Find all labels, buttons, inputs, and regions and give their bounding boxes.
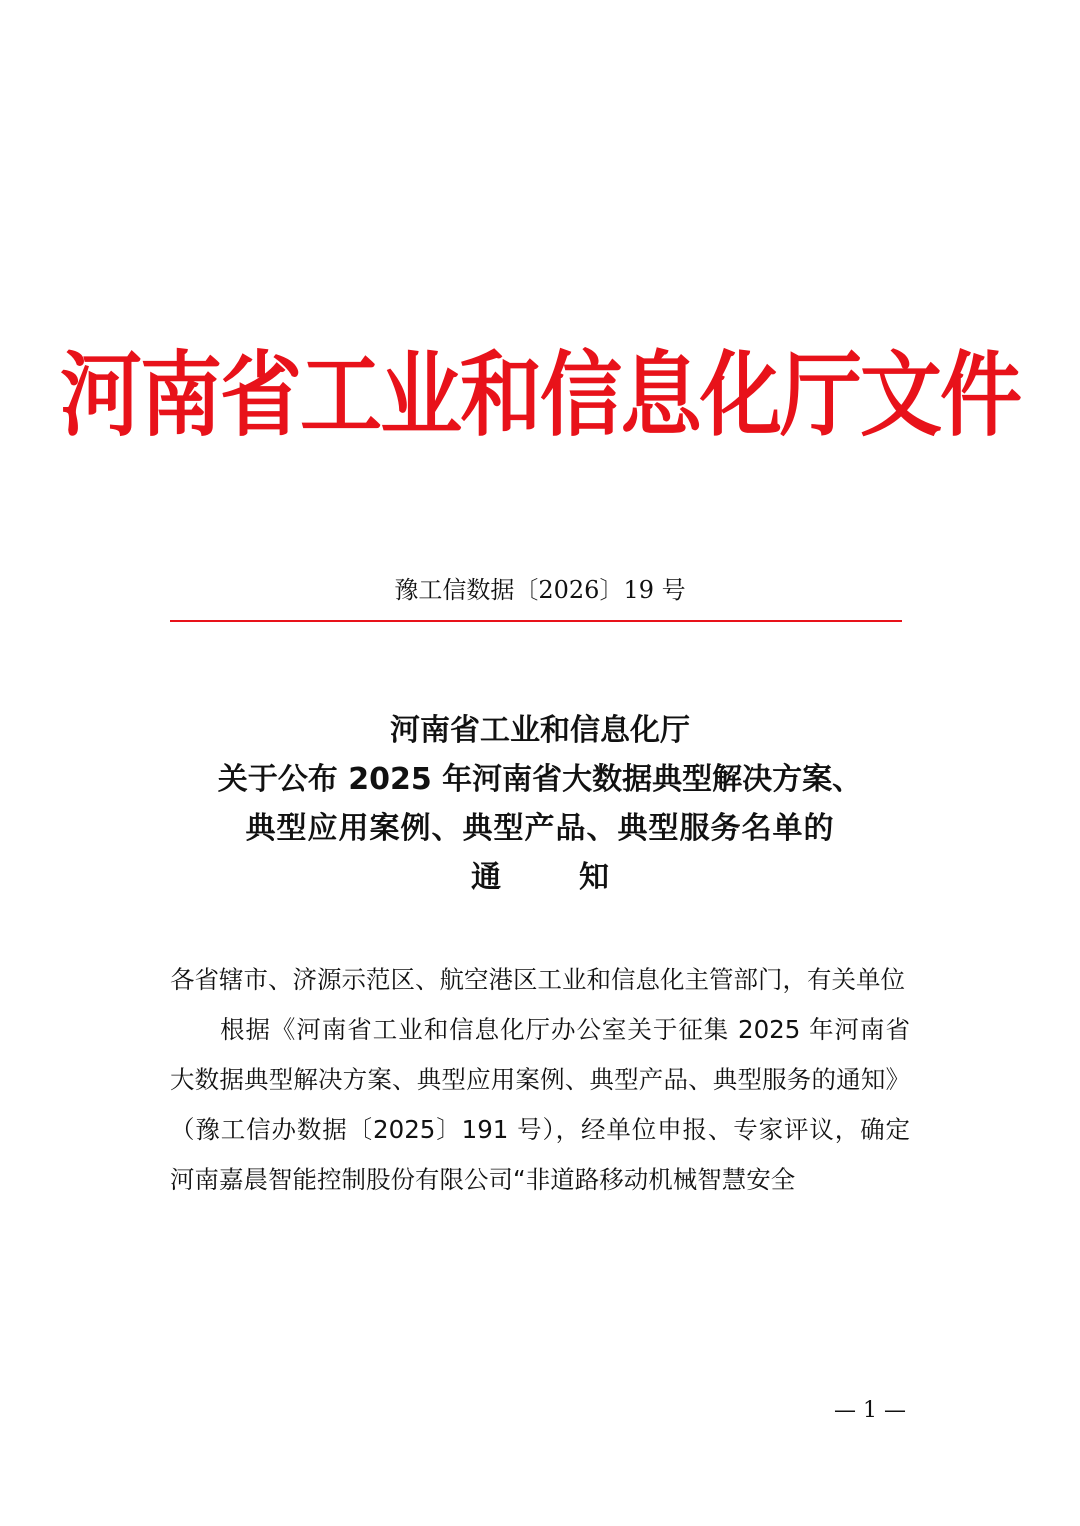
body-paragraph: 根据《河南省工业和信息化厅办公室关于征集 2025 年河南省大数据典型解决方案、典型应用案例、典型产品、典型服务的通知》（豫工信办数据〔2025〕191 号），经单位申报、专家评议，确定河南嘉晨智能控制股份有限公司“非道路移动机械智慧安全 [170, 1015, 910, 1194]
title-line-subject: 关于公布 2025 年河南省大数据典型解决方案、 [217, 762, 863, 797]
document-title [0, 706, 1080, 902]
page-number: — 1 — [834, 1398, 906, 1423]
masthead-title: 河南省工业和信息化厅文件 [59, 342, 1020, 450]
notice-char-2: 知 [579, 860, 609, 895]
notice-char-1: 通 [471, 860, 501, 895]
red-divider-line [170, 620, 902, 622]
salutation: 各省辖市、济源示范区、航空港区工业和信息化主管部门，有关单位 [170, 965, 905, 994]
document-number: 豫工信数据〔2026〕19 号 [394, 576, 686, 604]
document-body [170, 955, 910, 1205]
title-line-issuer: 河南省工业和信息化厅 [390, 713, 690, 748]
title-notice-word [0, 853, 1080, 902]
title-line-subject-cont: 典型应用案例、典型产品、典型服务名单的 [245, 811, 835, 846]
